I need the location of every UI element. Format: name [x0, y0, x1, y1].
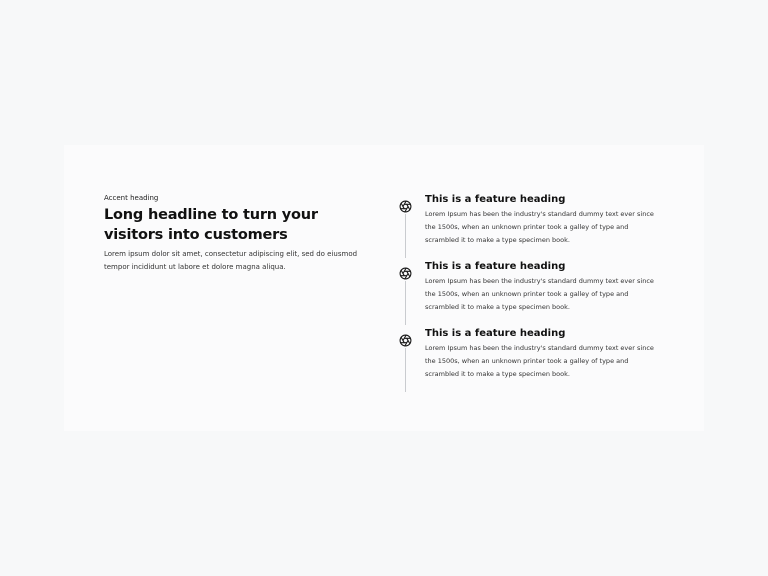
feature-heading: This is a feature heading	[425, 261, 566, 272]
feature-description: Lorem Ipsum has been the industry's standard dummy text ever since the 1500s, when an unknown printer took a galley of type and scrambled it to make a type specimen book.	[425, 277, 654, 311]
section-headline: Long headline to turn your visitors into customers	[104, 207, 318, 243]
feature-item	[399, 327, 661, 394]
aperture-icon	[399, 198, 412, 211]
feature-item	[399, 260, 661, 327]
intro-paragraph: Lorem ipsum dolor sit amet, consectetur adipiscing elit, sed do eiusmod tempor incididunt ut labore et dolore magna aliqua.	[104, 250, 358, 271]
aperture-icon	[399, 265, 412, 278]
timeline-connector	[405, 281, 406, 325]
feature-heading: This is a feature heading	[425, 194, 566, 205]
timeline-connector	[405, 214, 406, 258]
features-section	[64, 145, 704, 431]
timeline-connector	[405, 348, 406, 392]
feature-item	[399, 193, 661, 260]
feature-timeline	[399, 193, 661, 394]
feature-description: Lorem Ipsum has been the industry's standard dummy text ever since the 1500s, when an unknown printer took a galley of type and scrambled it to make a type specimen book.	[425, 344, 654, 378]
accent-heading: Accent heading	[104, 194, 159, 202]
feature-heading: This is a feature heading	[425, 328, 566, 339]
aperture-icon	[399, 332, 412, 345]
feature-description: Lorem Ipsum has been the industry's standard dummy text ever since the 1500s, when an unknown printer took a galley of type and scrambled it to make a type specimen book.	[425, 210, 654, 244]
intro-block	[104, 193, 380, 274]
